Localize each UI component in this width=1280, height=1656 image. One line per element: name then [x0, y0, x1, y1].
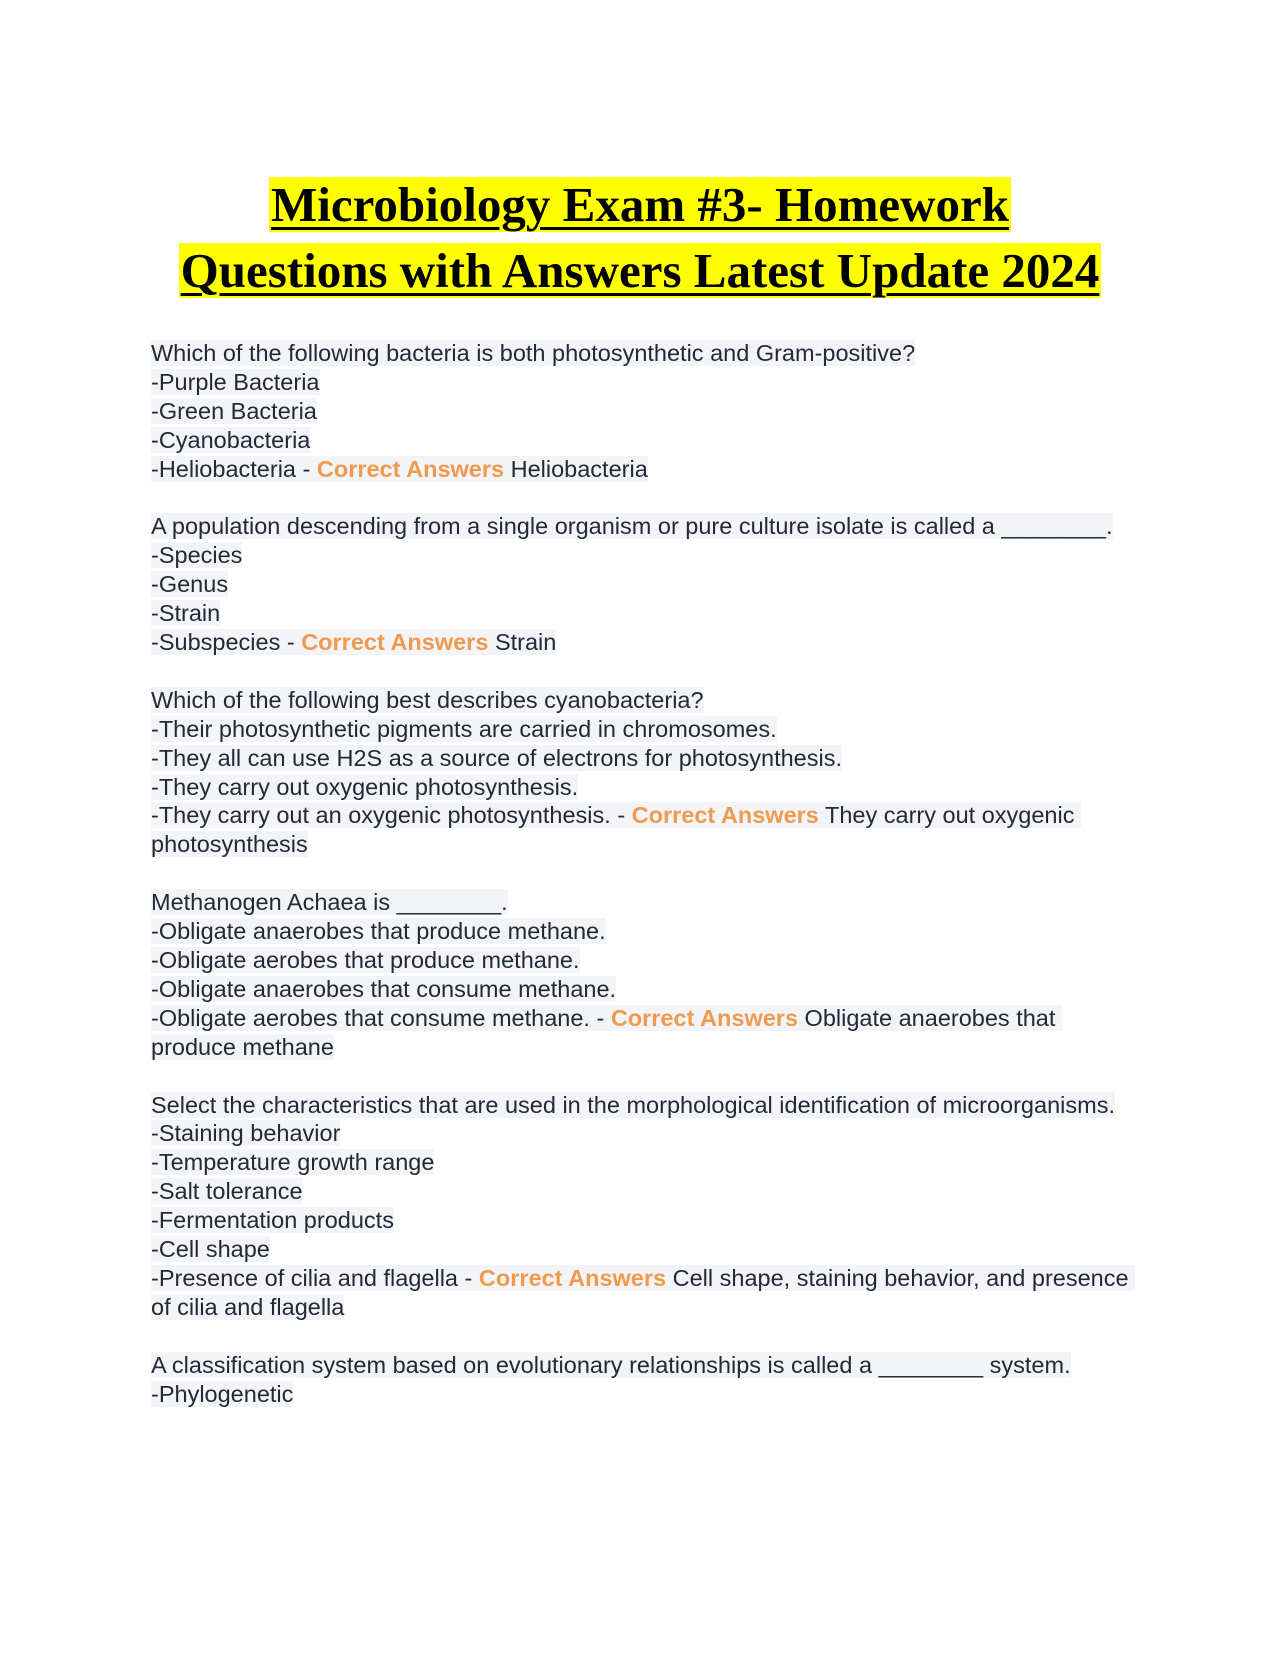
answer-option: -Presence of cilia and flagella - [151, 1264, 479, 1291]
correct-answers-label: Correct Answers [316, 455, 505, 482]
answer-option: -Green Bacteria [151, 397, 317, 424]
answer-option: -They all can use H2S as a source of electrons for photosynthesis. [151, 744, 842, 771]
title-line-2: Questions with Answers Latest Update 2024 [180, 243, 1100, 298]
document-title [0, 172, 1280, 304]
question-block-1 [151, 339, 1141, 484]
answer-option: -Subspecies - [151, 629, 302, 656]
answer-option: -They carry out oxygenic photosynthesis. [151, 773, 579, 800]
answer-option: -Staining behavior [151, 1120, 341, 1147]
correct-answer: Cell shape, staining behavior, and presence of cilia and flagella [151, 1264, 1136, 1320]
answer-option: -Fermentation products [151, 1207, 394, 1234]
answer-option: -Genus [151, 571, 229, 598]
answer-option: -Cyanobacteria [151, 426, 311, 453]
answer-option: -Salt tolerance [151, 1178, 303, 1205]
question-block-4 [151, 888, 1141, 1061]
answer-option: -Obligate aerobes that produce methane. [151, 946, 580, 973]
answer-option: -Obligate aerobes that consume methane. - [151, 1004, 611, 1031]
question-text: Select the characteristics that are used in the morphological identification of microorganisms. [151, 1091, 1115, 1118]
correct-answer: Strain [494, 629, 557, 656]
question-text: Which of the following bacteria is both photosynthetic and Gram-positive? [151, 340, 916, 366]
correct-answers-label: Correct Answers [610, 1004, 799, 1031]
question-text: A population descending from a single organism or pure culture isolate is called a ________. [151, 513, 1113, 540]
answer-option: -Purple Bacteria [151, 368, 320, 395]
answer-option: -Heliobacteria - [151, 455, 317, 482]
question-text: A classification system based on evolutionary relationships is called a ________ system. [151, 1351, 1071, 1378]
correct-answer: Obligate anaerobes that produce methane [151, 1004, 1062, 1060]
question-block-3 [151, 686, 1141, 859]
answer-option: -Strain [151, 600, 221, 627]
correct-answer: Heliobacteria [510, 455, 648, 482]
answer-option: -Phylogenetic [151, 1380, 294, 1407]
answer-option: -Cell shape [151, 1236, 270, 1263]
correct-answers-label: Correct Answers [301, 629, 489, 656]
question-block-2 [151, 512, 1141, 657]
question-text: Which of the following best describes cyanobacteria? [151, 686, 704, 713]
correct-answer: They carry out oxygenic photosynthesis [151, 802, 1081, 858]
answer-option: -They carry out an oxygenic photosynthesis. - [151, 802, 632, 829]
answer-option: -Obligate anaerobes that consume methane. [151, 975, 617, 1002]
question-block-5 [151, 1091, 1141, 1322]
correct-answers-label: Correct Answers [478, 1264, 667, 1291]
answer-option: -Their photosynthetic pigments are carried in chromosomes. [151, 715, 777, 742]
question-text: Methanogen Achaea is ________. [151, 889, 508, 916]
questions-list [151, 339, 1141, 1437]
answer-option: -Species [151, 542, 243, 569]
question-block-6 [151, 1351, 1141, 1409]
answer-option: -Temperature growth range [151, 1149, 435, 1176]
answer-option: -Obligate anaerobes that produce methane. [151, 918, 606, 945]
correct-answers-label: Correct Answers [631, 802, 819, 829]
title-line-1: Microbiology Exam #3- Homework [270, 177, 1010, 232]
